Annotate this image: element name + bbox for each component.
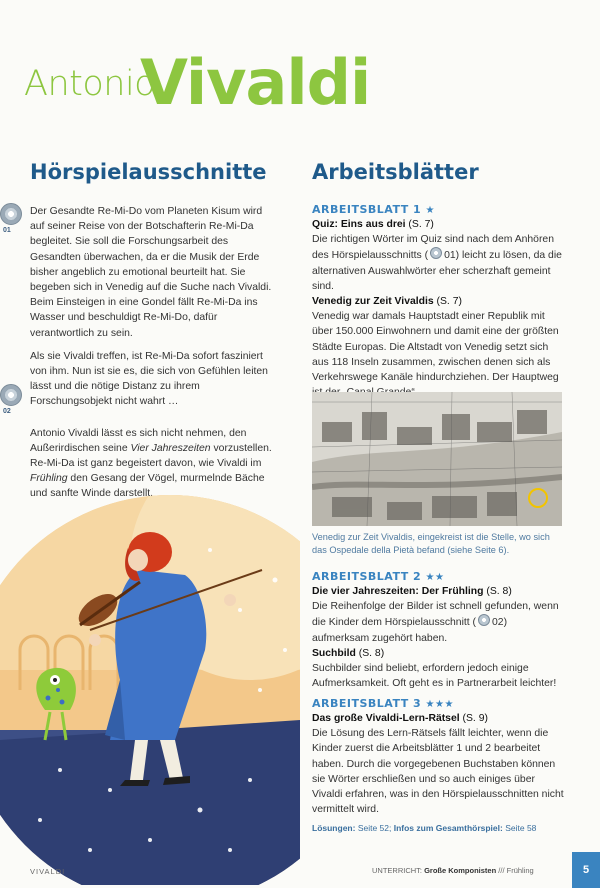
left-text-block — [30, 204, 273, 502]
ab3-section — [312, 697, 564, 817]
cd-track-number: 02 — [3, 408, 11, 415]
cd-icon — [0, 203, 22, 234]
heading-hoerspielausschnitte: Hörspielausschnitte — [30, 160, 267, 184]
cd-track-number: 01 — [3, 227, 11, 234]
cd-icon — [430, 247, 442, 259]
cd-icon — [0, 384, 22, 415]
subheading-raetsel: Das große Vivaldi-Lern-Rätsel (S. 9) — [312, 713, 488, 724]
title-last-name: Vivaldi — [140, 46, 371, 119]
star-icon: ★ — [425, 205, 436, 216]
subheading-suchbild: Suchbild (S. 8) — [312, 647, 385, 659]
paragraph: Antonio Vivaldi lässt es sich nicht nehmen, den Außerirdischen seine Vier Jahreszeiten vorzustellen. Re-Mi-Da ist ganz begeistert davon, wie Vivaldi im Frühling den Gesang der Vögel, murmelnde Bäche und sanfte Winde darstellt. — [30, 427, 272, 500]
subheading-fruehling: Die vier Jahreszeiten: Der Frühling (S. 8) — [312, 586, 512, 597]
page-number: 5 — [572, 852, 600, 888]
paragraph: Suchbilder sind beliebt, erfordern jedoch einige Aufmerksamkeit. Oft geht es in Partnerarbeit leichter! — [312, 663, 557, 690]
footer-series: UNTERRICHT: Große Komponisten /// Frühling — [372, 866, 534, 875]
heading-arbeitsblaetter: Arbeitsblätter — [312, 160, 479, 184]
paragraph: Der Gesandte Re-Mi-Do vom Planeten Kisum wird auf seiner Reise von der Botschafterin Re-Mi-Da begleitet. Sie soll die Forschungsarbeit des Gesandten überwachen, da er die Musik der Erde bisher angeblich zu emotional beurteilt hat. Sie begeben sich in Venedig auf die Suche nach Vivaldi. Beim Einsteigen in eine Gondel fällt Re-Mi-Da ins Wasser und beschuldigt Re-Mi-Do, dafür verantwortlich zu sein. — [30, 206, 272, 339]
ab1-label: ARBEITSBLATT 1 ★ — [312, 203, 436, 216]
ab3-label: ARBEITSBLATT 3 ★★★ — [312, 697, 454, 710]
title-first-name: Antonio — [24, 64, 156, 104]
ab2-label: ARBEITSBLATT 2 ★★ — [312, 570, 445, 583]
solutions-line: Lösungen: Seite 52; Infos zum Gesamthörspiel: Seite 58 — [312, 823, 537, 833]
subheading-venedig: Venedig zur Zeit Vivaldis (S. 7) — [312, 296, 462, 308]
vivaldi-illustration — [0, 490, 300, 885]
star-icon: ★★★ — [425, 699, 454, 710]
star-icon: ★★ — [425, 572, 445, 583]
paragraph: Die Reihenfolge der Bilder ist schnell gefunden, wenn die Kinder dem Hörspielausschnitt ( 02) aufmerksam zugehört haben. — [312, 601, 559, 644]
subheading-quiz: Quiz: Eins aus drei (S. 7) — [312, 219, 434, 230]
paragraph: Die Lösung des Lern-Rätsels fällt leichter, wenn die Kinder zuerst die Arbeitsblätter 1 und 2 bearbeitet haben. Durch die vorgegebenen Buchstaben können sie Wörter erschließen und so auch einiges über Vivaldi erfahren, was in den Hörspielausschnitten nicht vermittelt wird. — [312, 728, 564, 816]
venice-map-image — [312, 392, 562, 526]
paragraph: Die richtigen Wörter im Quiz sind nach dem Anhören des Hörspielausschnitts ( 01) leicht zu lösen, da die alternativen Auswahlwörter eher scherzhaft gemeint sind. — [312, 234, 562, 292]
paragraph: Als sie Vivaldi treffen, ist Re-Mi-Da sofort fasziniert von ihm. Nun ist sie es, die sich von Gefühlen leiten lässt und die nötige Distanz zu ihrem Forschungsobjekt nicht wahrt … — [30, 350, 268, 408]
map-caption: Venedig zur Zeit Vivaldis, eingekreist ist die Stelle, wo sich das Ospedale della Pietà befand (siehe Seite 6). — [312, 532, 550, 556]
paragraph: Venedig war damals Hauptstadt einer Republik mit über 150.000 Einwohnern und damit eine der größten Städte Europas. Die Altstadt von Venedig setzt sich aus 118 Inseln zusammen, zwischen denen sich als Verkehrswege Kanäle hindurchziehen. Der Hauptweg — [312, 311, 559, 384]
ab1-section — [312, 203, 564, 400]
cd-icon — [478, 614, 490, 626]
ab2-section — [312, 570, 564, 691]
footer-left: VIVALDI — [30, 867, 66, 876]
